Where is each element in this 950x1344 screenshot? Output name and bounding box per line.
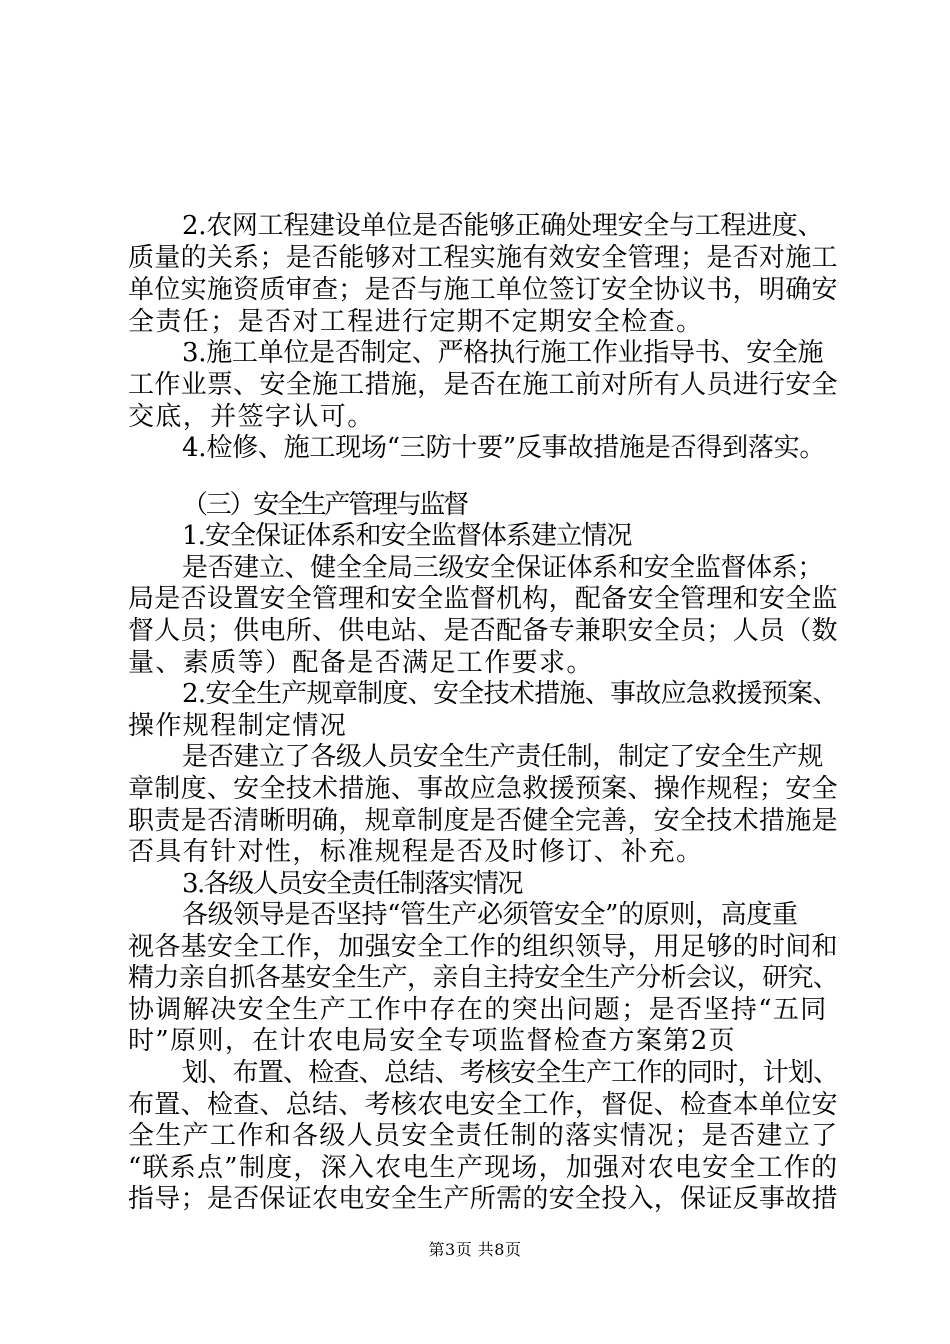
paragraph-line: 指导；是否保证农电安全生产所需的安全投入，保证反事故措 — [128, 1184, 838, 1214]
paragraph-line: 职责是否清晰明确，规章制度是否健全完善，安全技术措施是 — [128, 806, 838, 836]
page-number-footer: 第3页 共8页 — [428, 1240, 522, 1259]
subsection-heading: 操作规程制定情况 — [128, 711, 348, 741]
paragraph-line: 否具有针对性，标准规程是否及时修订、补充。 — [128, 837, 704, 867]
paragraph-line: 章制度、安全技术措施、事故应急救援预案、操作规程；安全 — [128, 774, 838, 804]
paragraph-line: 2.农网工程建设单位是否能够正确处理安全与工程进度、 — [182, 211, 824, 241]
paragraph-line: 局是否设置安全管理和安全监督机构，配备安全管理和安全监 — [128, 584, 838, 614]
subsection-heading: 3.各级人员安全责任制落实情况 — [182, 869, 522, 899]
paragraph-line: 督人员；供电所、供电站、是否配备专兼职安全员；人员（数 — [128, 616, 838, 646]
paragraph-line: 3.施工单位是否制定、严格执行施工作业指导书、安全施 — [182, 338, 824, 368]
paragraph-line: 视各基安全工作，加强安全工作的组织领导，用足够的时间和 — [128, 932, 838, 962]
subsection-heading: 1.安全保证体系和安全监督体系建立情况 — [182, 521, 632, 551]
paragraph-line: 协调解决安全生产工作中存在的突出问题；是否坚持“五同 — [128, 995, 828, 1025]
subsection-heading: 2.安全生产规章制度、安全技术措施、事故应急救援预案、 — [182, 679, 838, 709]
paragraph-line: 4.检修、施工现场“三防十要”反事故措施是否得到落实。 — [182, 433, 826, 463]
paragraph-line: 划、布置、检查、总结、考核安全生产工作的同时，计划、 — [182, 1058, 839, 1088]
paragraph-line: 是否建立、健全全局三级安全保证体系和安全监督体系； — [182, 553, 824, 583]
paragraph-line: 时”原则，在计农电局安全专项监督检查方案第2页 — [128, 1026, 737, 1056]
paragraph-line: 是否建立了各级人员安全生产责任制，制定了安全生产规 — [182, 742, 824, 772]
paragraph-line: 质量的关系；是否能够对工程实施有效安全管理；是否对施工 — [128, 243, 838, 273]
paragraph-line: 布置、检查、总结、考核农电安全工作，督促、检查本单位安 — [128, 1090, 838, 1120]
paragraph-line: 工作业票、安全施工措施，是否在施工前对所有人员进行安全 — [128, 370, 838, 400]
paragraph-line: 精力亲自抓各基安全生产，亲自主持安全生产分析会议，研究、 — [128, 963, 839, 993]
paragraph-line: 交底，并签字认可。 — [128, 402, 375, 432]
paragraph-line: 全责任；是否对工程进行定期不定期安全检查。 — [128, 307, 704, 337]
paragraph-line: 各级领导是否坚持“管生产必须管安全”的原则，高度重 — [182, 900, 798, 930]
paragraph-line: 单位实施资质审查；是否与施工单位签订安全协议书，明确安 — [128, 275, 838, 305]
section-heading: （三）安全生产管理与监督 — [182, 490, 467, 520]
paragraph-line: “联系点”制度，深入农电生产现场，加强对农电安全工作的 — [128, 1153, 839, 1183]
paragraph-line: 全生产工作和各级人员安全责任制的落实情况；是否建立了 — [128, 1121, 839, 1151]
paragraph-line: 量、素质等）配备是否满足工作要求。 — [128, 648, 594, 678]
